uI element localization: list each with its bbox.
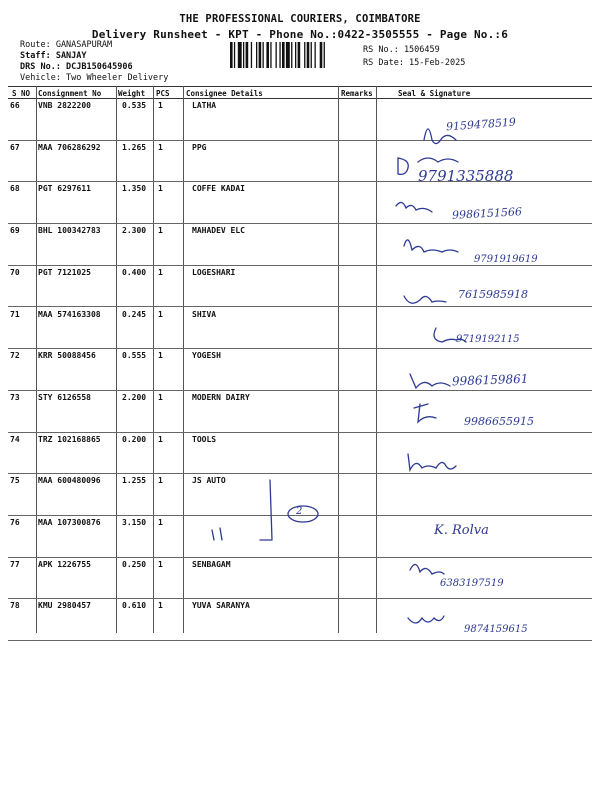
row-consignment-no: KRR 50088456 [38,351,96,361]
drs-number: DRS No.: DCJB150645906 [20,62,133,72]
row-weight: 1.265 [122,142,147,152]
row-weight: 1.255 [122,476,147,486]
signature-71-phone: 9719192115 [456,334,520,345]
row-pcs: 1 [158,559,163,569]
row-consignment-no: MAA 600480096 [38,476,101,486]
row-consignment-no: MAA 107300876 [38,518,101,527]
row-consignment-no: PGT 7121025 [38,267,91,277]
row-weight: 2.300 [122,226,147,236]
vehicle-label: Vehicle: Two Wheeler Delivery [20,73,169,83]
row-consignee: MAHADEV ELC [192,226,245,236]
signature-78-scribble [408,616,444,623]
signature-74-scribble [408,454,456,470]
rs-date: RS Date: 15-Feb-2025 [363,58,466,68]
row-pcs: 1 [158,351,163,361]
row-consignment-no: TRZ 102168865 [38,434,101,444]
row-pcs: 1 [158,392,163,402]
row-sno: 68 [10,184,20,194]
row-consignee: YOGESH [192,351,221,361]
row-consignee: MODERN DAIRY [192,392,250,402]
signature-72-scribble [410,374,450,388]
row-pcs: 1 [158,476,163,486]
row-consignee: LATHA [192,101,217,110]
col-header-remarks: Remarks [341,89,373,98]
row-pcs: 1 [158,226,163,236]
row-weight: 2.200 [122,392,147,402]
row-sno: 73 [10,392,20,402]
stamp-tick-76 [212,528,222,540]
signature-73-scribble [414,404,436,422]
signature-66-phone: 9159478519 [445,115,517,134]
row-sno: 67 [10,142,20,152]
row-weight: 3.150 [122,518,147,527]
signature-70-scribble [404,296,446,303]
row-sno: 66 [10,101,20,110]
row-consignee: LOGESHARI [192,267,236,277]
company-title: THE PROFESSIONAL COURIERS, COIMBATORE [179,13,421,25]
row-sno: 77 [10,559,20,569]
rs-number: RS No.: 1506459 [363,45,440,55]
row-consignee: PPG [192,142,207,152]
row-consignment-no: PGT 6297611 [38,184,91,194]
route-label: Route: GANASAPURAM [20,40,113,50]
row-weight: 0.535 [122,101,147,110]
signature-68-scribble [396,202,432,212]
col-header-consignee: Consignee Details [186,89,263,98]
col-header-consignment: Consignment No [38,89,102,98]
row-pcs: 1 [158,434,163,444]
row-pcs: 1 [158,309,163,319]
stamp-bracket-75 [260,480,272,540]
row-sno: 75 [10,476,20,486]
row-sno: 71 [10,309,20,319]
row-sno: 70 [10,267,20,277]
signature-67-d [398,158,408,174]
row-consignment-no: KMU 2980457 [38,601,91,611]
row-pcs: 1 [158,142,163,152]
row-consignee: SHIVA [192,309,217,319]
row-consignee: JS AUTO [192,476,226,486]
staff-label: Staff: SANJAY [20,51,87,61]
signature-69-scribble [404,240,458,252]
signature-78-phone: 9874159615 [464,624,528,635]
signature-73-phone: 9986655915 [464,415,534,428]
col-header-pcs: PCS [156,89,170,98]
col-header-sno: S NO [12,89,31,98]
signature-67-scribble [418,158,458,162]
row-consignee: COFFE KADAI [192,184,245,194]
col-header-seal: Seal & Signature [398,89,471,98]
signature-67-phone: 9791335888 [418,167,514,185]
row-weight: 0.200 [122,434,147,444]
row-consignment-no: STY 6126558 [38,392,91,402]
row-consignment-no: VNB 2822200 [38,101,91,110]
signature-72-phone: 9986159861 [451,371,529,389]
runsheet-subtitle: Delivery Runsheet - KPT - Phone No.:0422-3505555 - Page No.:6 [91,28,509,41]
row-weight: 0.555 [122,351,147,361]
row-pcs: 1 [158,601,163,611]
row-weight: 0.250 [122,559,147,569]
signature-69-phone: 9791919619 [474,254,538,265]
row-consignment-no: BHL 100342783 [38,226,101,236]
row-weight: 0.610 [122,601,147,611]
col-header-weight: Weight [118,89,146,98]
row-pcs: 1 [158,184,163,194]
signature-70-phone: 7615985918 [458,288,528,301]
row-consignee: TOOLS [192,434,217,444]
row-weight: 0.245 [122,309,147,319]
row-consignee: YUVA SARANYA [192,601,250,611]
row-pcs: 1 [158,101,163,110]
row-consignee: SENBAGAM [192,559,231,569]
row-sno: 72 [10,351,20,361]
signature-77-scribble [410,564,444,574]
row-sno: 76 [10,518,20,527]
row-consignment-no: MAA 574163308 [38,309,101,319]
signature-76-name: K. Rolva [434,523,489,538]
circle-mark-number: 2 [296,506,303,517]
row-weight: 1.350 [122,184,147,194]
row-pcs: 1 [158,518,163,527]
circle-mark [288,506,318,522]
row-sno: 78 [10,601,20,611]
signature-68-phone: 9986151566 [451,205,523,222]
row-consignment-no: MAA 706286292 [38,142,101,152]
row-consignment-no: APK 1226755 [38,559,91,569]
row-sno: 69 [10,226,20,236]
row-pcs: 1 [158,267,163,277]
row-weight: 0.400 [122,267,147,277]
row-sno: 74 [10,434,20,444]
signature-77-phone: 6383197519 [440,578,504,589]
